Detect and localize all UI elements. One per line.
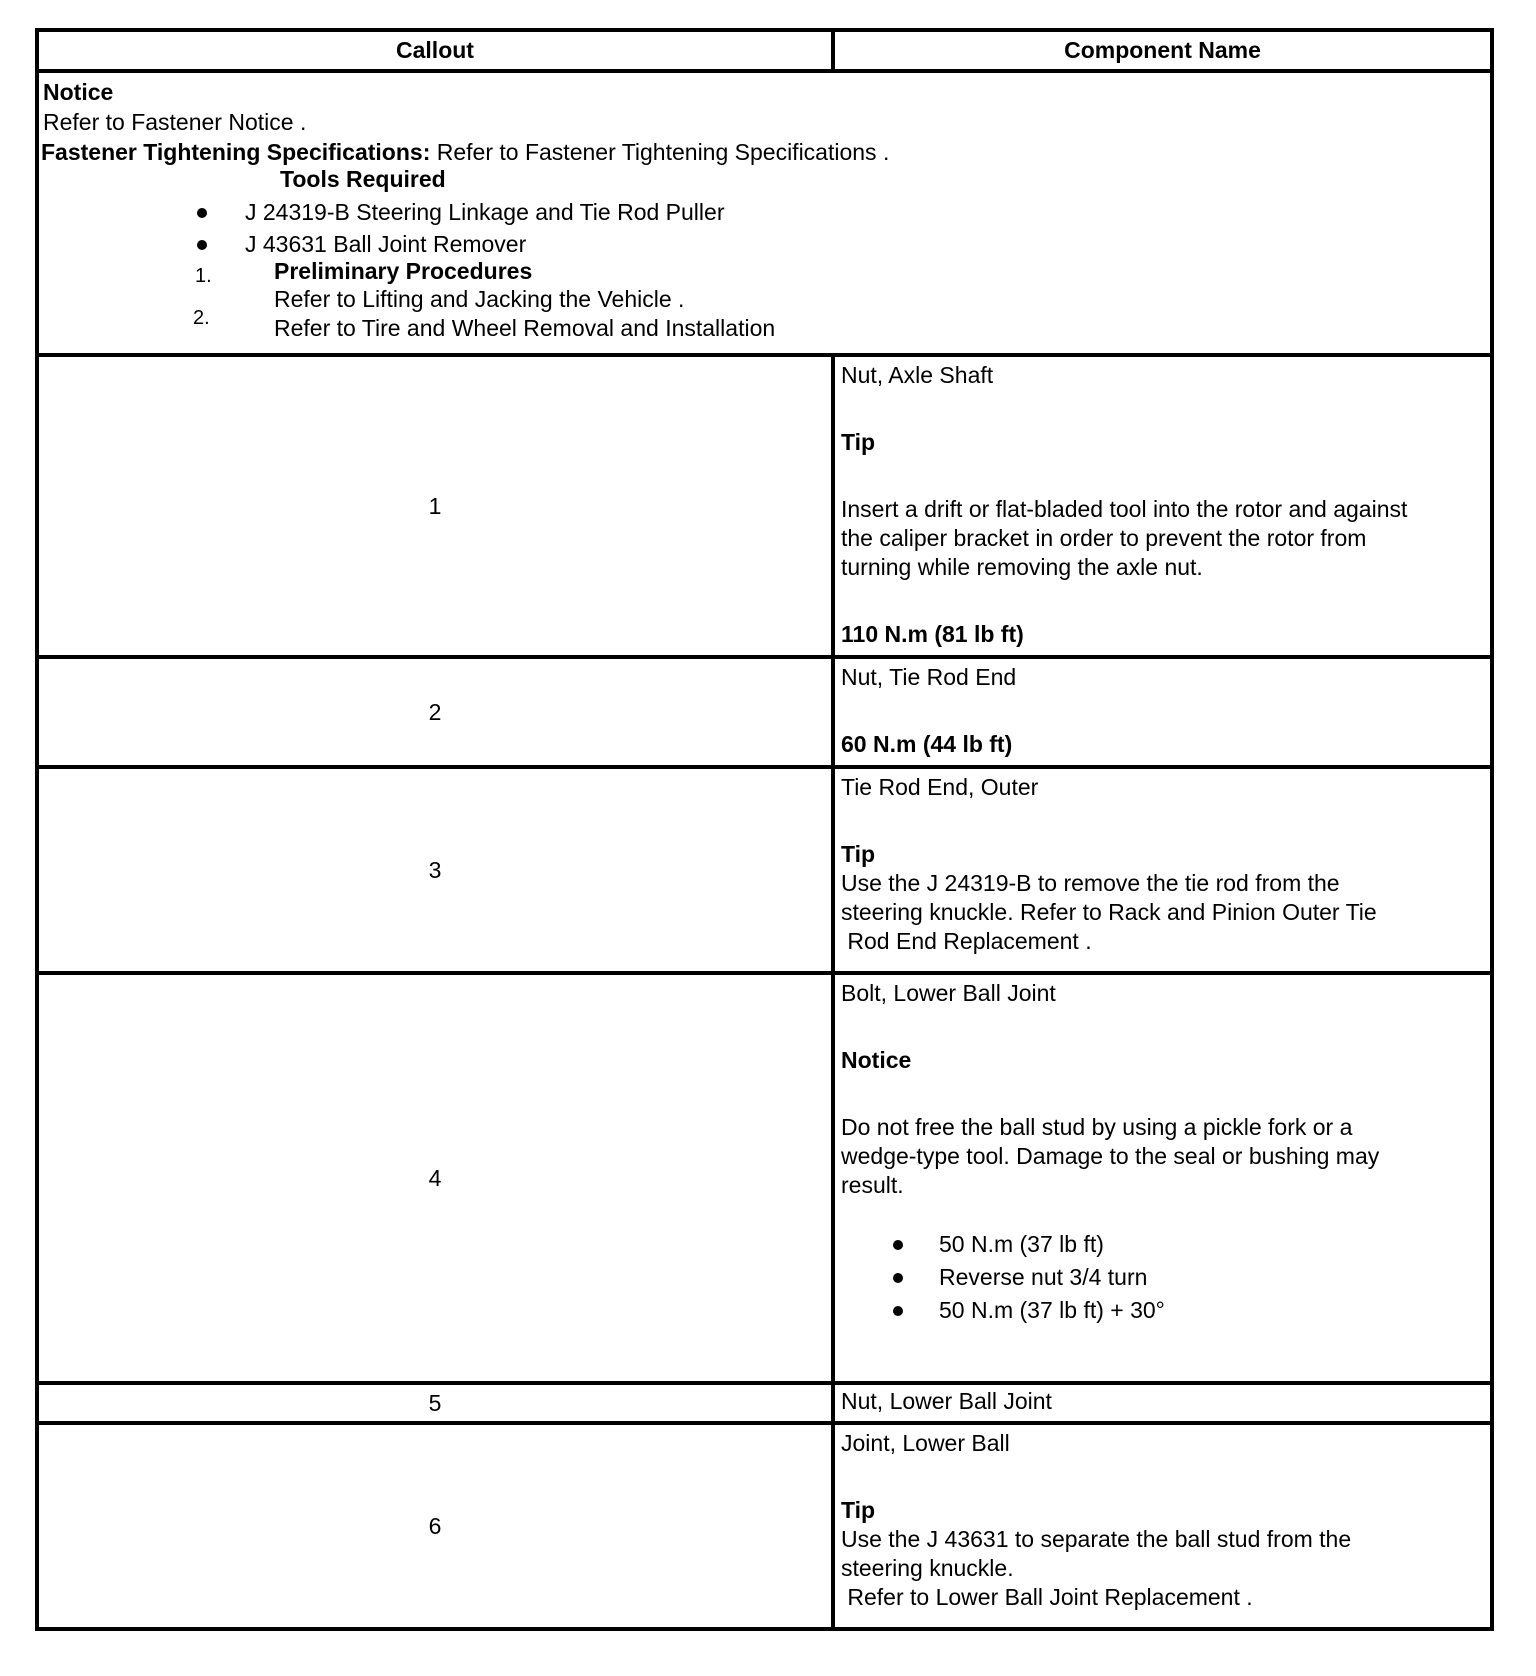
torque-steps	[841, 1228, 1484, 1327]
component-name: Bolt, Lower Ball Joint	[841, 980, 1056, 1006]
bullet-icon	[197, 208, 207, 218]
component-cell	[833, 767, 1492, 973]
procedure-table	[35, 28, 1494, 1631]
header-callout: Callout	[37, 30, 833, 71]
tool-item: J 24319-B Steering Linkage and Tie Rod Puller	[245, 199, 725, 225]
torque-spec: 110 N.m (81 lb ft)	[841, 621, 1024, 647]
procedure-text: Refer to Tire and Wheel Removal and Installation	[274, 315, 776, 341]
tip-text: Use the J 24319-B to remove the tie rod from the	[841, 870, 1340, 896]
callout-number: 3	[37, 767, 833, 973]
list-item	[889, 1228, 1484, 1261]
torque-spec: 60 N.m (44 lb ft)	[841, 731, 1013, 757]
torque-step: Reverse nut 3/4 turn	[939, 1264, 1148, 1290]
callout-number: 5	[37, 1383, 833, 1423]
tools-title: Tools Required	[280, 166, 446, 192]
torque-step: 50 N.m (37 lb ft) + 30°	[939, 1297, 1165, 1323]
notice-text: Do not free the ball stud by using a pickle fork or a	[841, 1114, 1353, 1140]
tip-text: Rod End Replacement .	[841, 928, 1092, 954]
bullet-icon	[893, 1306, 903, 1316]
component-name: Nut, Lower Ball Joint	[841, 1388, 1052, 1414]
prelim-title: Preliminary Procedures	[274, 258, 533, 284]
table-row	[37, 657, 1492, 767]
spec-label: Fastener Tightening Specifications:	[41, 139, 431, 165]
notice-text: wedge-type tool. Damage to the seal or bushing may	[841, 1143, 1380, 1169]
callout-number: 4	[37, 973, 833, 1383]
tip-label: Tip	[841, 1497, 876, 1523]
bullet-icon	[893, 1240, 903, 1250]
procedure-number: 2.	[193, 307, 210, 329]
table-row	[37, 1383, 1492, 1423]
tip-text: Use the J 43631 to separate the ball stud from the	[841, 1526, 1352, 1552]
bullet-icon	[893, 1273, 903, 1283]
callout-number: 1	[37, 355, 833, 657]
list-item	[889, 1294, 1484, 1327]
callout-number: 6	[37, 1423, 833, 1629]
tip-text: turning while removing the axle nut.	[841, 554, 1203, 580]
notice-text: Refer to Fastener Notice .	[43, 109, 307, 135]
component-name: Nut, Axle Shaft	[841, 362, 994, 388]
notice-label: Notice	[841, 1047, 912, 1073]
spec-text: Refer to Fastener Tightening Specifications .	[430, 139, 890, 165]
list-item	[889, 1261, 1484, 1294]
spec-line	[41, 139, 889, 165]
tip-text: steering knuckle.	[841, 1555, 1014, 1581]
component-cell	[833, 1383, 1492, 1423]
component-name: Joint, Lower Ball	[841, 1430, 1010, 1456]
table-row	[37, 973, 1492, 1383]
tip-label: Tip	[841, 429, 876, 455]
tip-text: steering knuckle. Refer to Rack and Pinion Outer Tie	[841, 899, 1377, 925]
callout-number: 2	[37, 657, 833, 767]
component-cell	[833, 973, 1492, 1383]
tip-text: Refer to Lower Ball Joint Replacement .	[841, 1584, 1253, 1610]
torque-step: 50 N.m (37 lb ft)	[939, 1231, 1104, 1257]
component-name: Nut, Tie Rod End	[841, 664, 1017, 690]
tip-text: Insert a drift or flat-bladed tool into the rotor and against	[841, 496, 1408, 522]
intro-cell	[37, 71, 1492, 355]
table-row	[37, 767, 1492, 973]
component-cell	[833, 1423, 1492, 1629]
header-row	[37, 30, 1492, 71]
intro-row	[37, 71, 1492, 355]
table-row	[37, 1423, 1492, 1629]
component-cell	[833, 657, 1492, 767]
bullet-icon	[197, 240, 207, 250]
tip-text: the caliper bracket in order to prevent the rotor from	[841, 525, 1367, 551]
component-cell	[833, 355, 1492, 657]
procedure-text: Refer to Lifting and Jacking the Vehicle .	[274, 286, 685, 312]
tip-label: Tip	[841, 841, 876, 867]
notice-text: result.	[841, 1172, 904, 1198]
component-name: Tie Rod End, Outer	[841, 774, 1039, 800]
table-row	[37, 355, 1492, 657]
procedure-number: 1.	[195, 265, 212, 287]
header-component-name: Component Name	[833, 30, 1492, 71]
tool-item: J 43631 Ball Joint Remover	[245, 231, 527, 257]
notice-title: Notice	[43, 79, 114, 105]
